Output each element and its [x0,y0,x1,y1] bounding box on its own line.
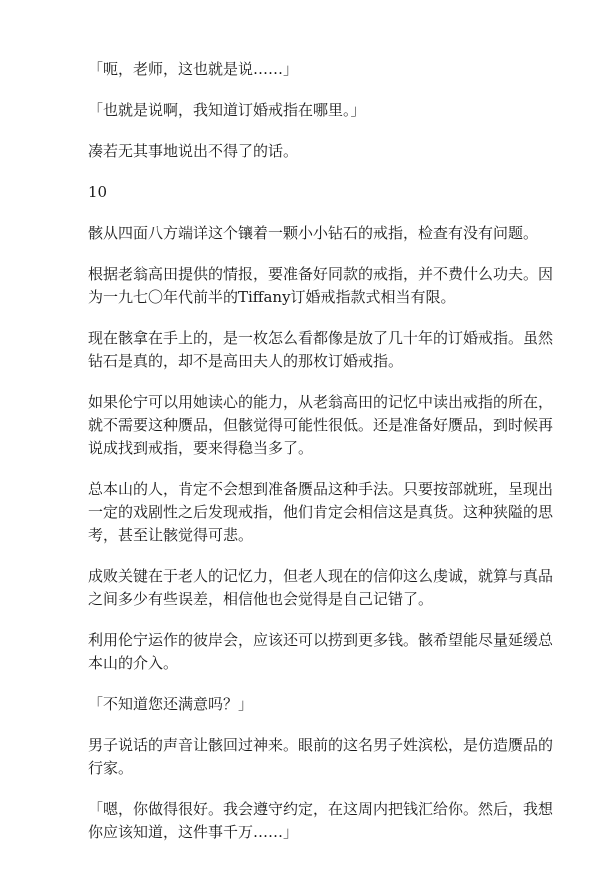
dialogue-paragraph: 「嗯，你做得很好。我会遵守约定，在这周内把钱汇给你。然后，我想你应该知道，这件事千万……」 [88,800,554,841]
narration-paragraph: 骸从四面八方端详这个镶着一颗小小钻石的戒指，检查有没有问题。 [88,224,539,242]
narration-paragraph: 总本山的人，肯定不会想到准备赝品这种手法。只要按部就班，呈现出一定的戏剧性之后发现戒指，他们肯定会相信这是真货。这种狭隘的思考，甚至让骸觉得可悲。 [88,480,554,544]
narration-paragraph: 如果伦宁可以用她读心的能力，从老翁高田的记忆中读出戒指的所在，就不需要这种赝品，但骸觉得可能性很低。还是准备好赝品，到时候再说成找到戒指，要来得稳当多了。 [88,393,554,457]
narration-paragraph: 男子说话的声音让骸回过神来。眼前的这名男子姓滨松，是仿造赝品的行家。 [88,736,554,777]
dialogue-paragraph: 「呃，老师，这也就是说……」 [88,60,299,78]
narration-paragraph: 成败关键在于老人的记忆力，但老人现在的信仰这么虔诚，就算与真品之间多少有些误差，相信他也会觉得是自己记错了。 [88,567,554,608]
dialogue-paragraph: 「不知道您还满意吗？」 [88,695,254,713]
dialogue-paragraph: 「也就是说啊，我知道订婚戒指在哪里。」 [88,101,366,119]
narration-paragraph: 利用伦宁运作的彼岸会，应该还可以捞到更多钱。骸希望能尽量延缓总本山的介入。 [88,631,554,672]
document-page [88,58,556,862]
section-number: 10 [88,183,108,201]
narration-paragraph: 根据老翁高田提供的情报，要准备好同款的戒指，并不费什么功夫。因为一九七〇年代前半的Tiffany订婚戒指款式相当有限。 [88,265,554,306]
narration-paragraph: 凑若无其事地说出不得了的话。 [88,142,299,160]
narration-paragraph: 现在骸拿在手上的，是一枚怎么看都像是放了几十年的订婚戒指。虽然钻石是真的，却不是高田夫人的那枚订婚戒指。 [88,329,554,370]
